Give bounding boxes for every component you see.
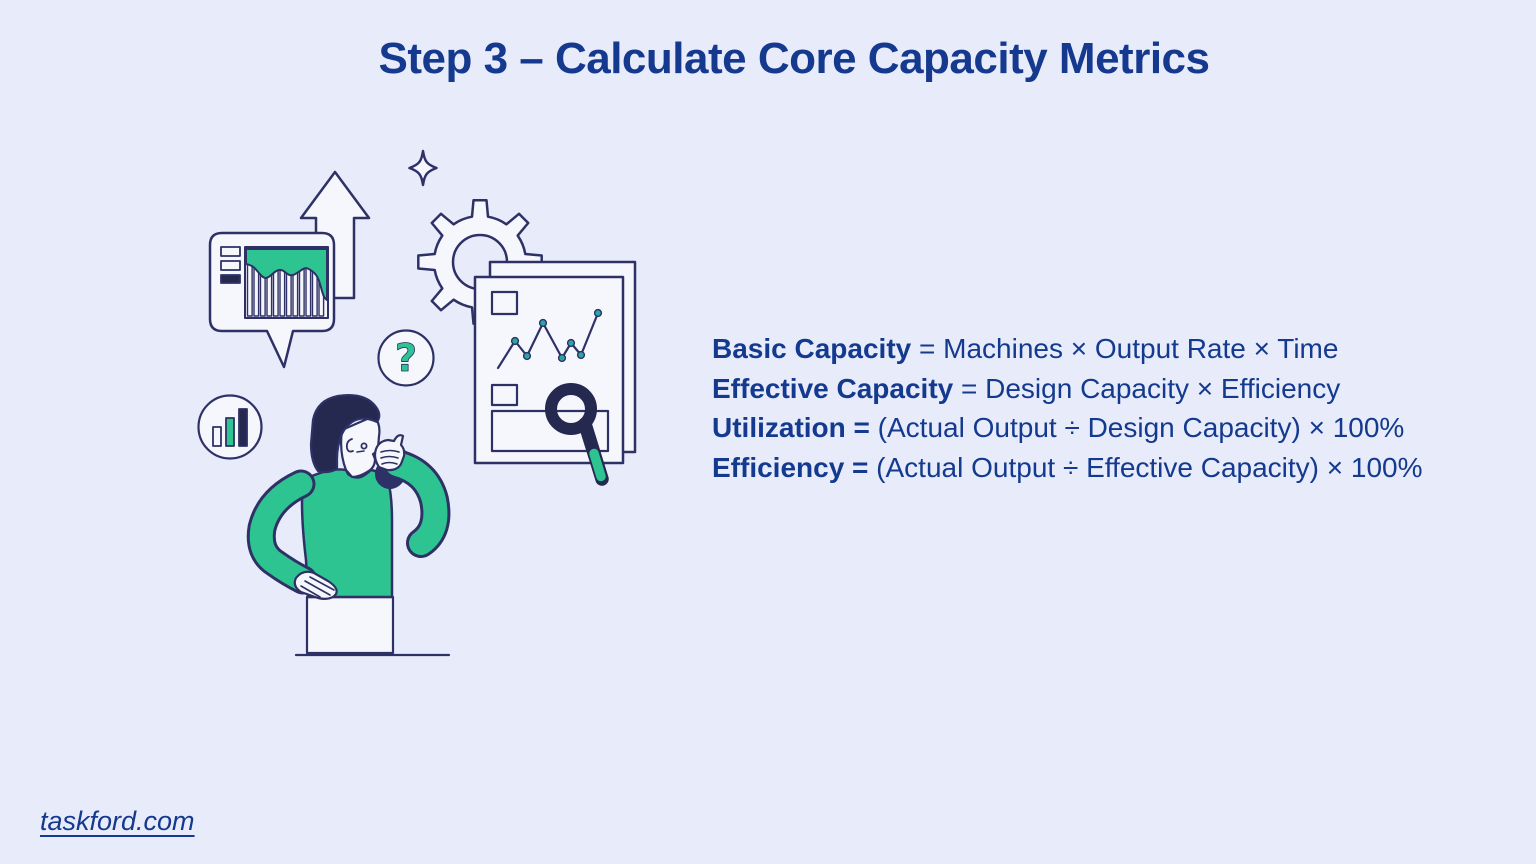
formula-term: Basic Capacity <box>712 333 912 364</box>
page-title: Step 3 – Calculate Core Capacity Metrics <box>378 34 1210 83</box>
sparkle-icon <box>410 151 437 185</box>
mini-bar-chart-icon <box>199 396 262 459</box>
formula-effective-capacity <box>712 369 1423 409</box>
thinking-woman-figure <box>261 395 449 655</box>
formula-definition: (Actual Output ÷ Effective Capacity) × 100% <box>868 451 1423 483</box>
formula-basic-capacity <box>712 329 1423 369</box>
formula-term: Utilization = <box>712 412 870 443</box>
question-glyph: ? <box>394 336 418 380</box>
formula-term: Effective Capacity <box>712 372 954 404</box>
formula-efficiency <box>712 448 1423 488</box>
website-link[interactable]: taskford.com <box>40 806 195 836</box>
formula-utilization <box>712 408 1423 448</box>
formula-block <box>712 329 1423 487</box>
monitor-bar-chart-icon <box>210 233 334 367</box>
report-line-chart-icon <box>475 262 635 463</box>
formula-term: Efficiency = <box>712 451 869 483</box>
formula-definition: (Actual Output ÷ Design Capacity) × 100% <box>869 412 1405 443</box>
formula-definition: = Design Capacity × Efficiency <box>953 372 1341 404</box>
formula-definition: = Machines × Output Rate × Time <box>911 333 1339 364</box>
